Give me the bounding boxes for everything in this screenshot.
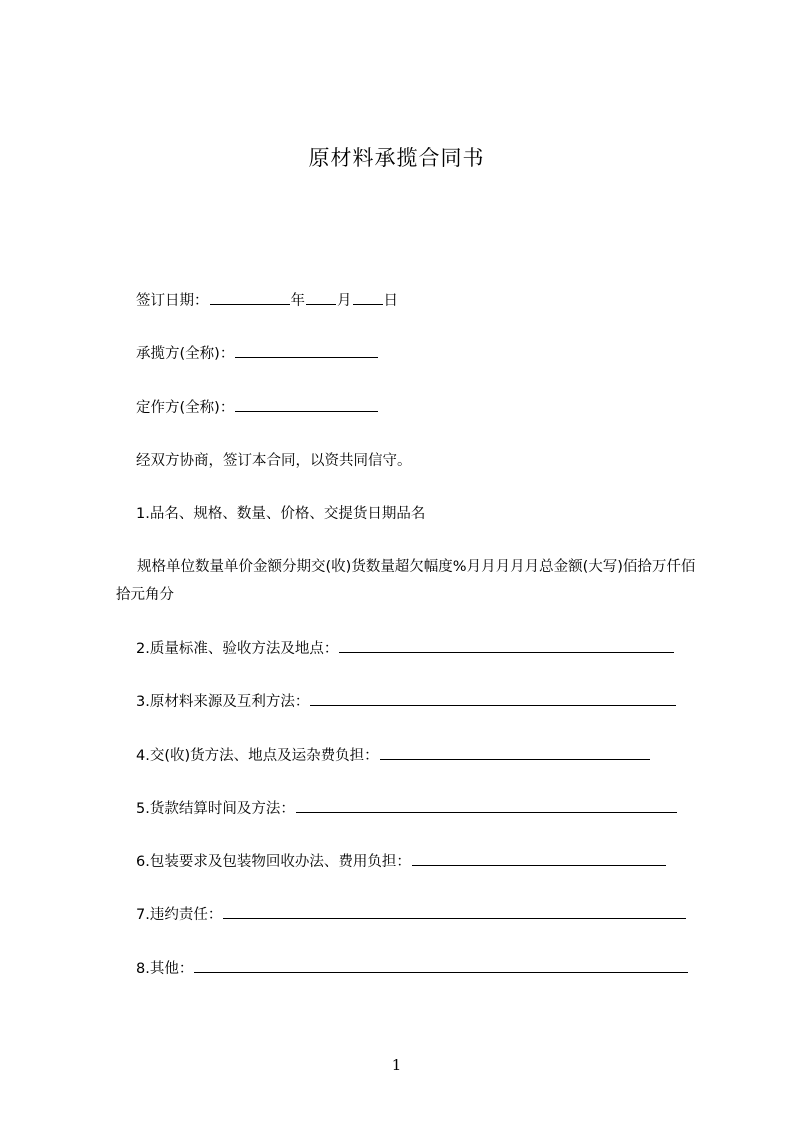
clause-label: 3.原材料来源及互利方法： <box>136 694 310 710</box>
orderer-label: 定作方(全称)： <box>136 400 235 416</box>
sign-date-month-unit: 月 <box>337 293 352 309</box>
clause-blank[interactable] <box>310 691 676 706</box>
sign-date-year-unit: 年 <box>290 293 305 309</box>
sign-date-label: 签订日期： <box>136 293 209 309</box>
clause-line <box>136 958 689 979</box>
clause-label: 8.其他： <box>136 961 194 977</box>
clause-line <box>136 638 675 659</box>
sign-date-year-blank[interactable] <box>210 290 290 305</box>
clause-label: 7.违约责任： <box>136 907 223 923</box>
sign-date-line <box>136 290 398 311</box>
page-number: 1 <box>391 1056 402 1074</box>
clause-blank[interactable] <box>194 958 688 973</box>
clause-blank[interactable] <box>380 745 650 760</box>
preamble-text: 经双方协商，签订本合同，以资共同信守。 <box>136 453 412 469</box>
sign-date-day-blank[interactable] <box>353 290 383 305</box>
document-title: 原材料承揽合同书 <box>308 146 485 170</box>
contractor-label: 承揽方(全称)： <box>136 346 235 362</box>
clause-label: 6.包装要求及包装物回收办法、费用负担： <box>136 854 411 870</box>
sign-date-month-blank[interactable] <box>306 290 336 305</box>
orderer-line <box>136 397 379 418</box>
clause-blank[interactable] <box>412 851 666 866</box>
item1-detail: 规格单位数量单价金额分期交(收)货数量超欠幅度%月月月月月总金额(大写)佰拾万仟佰拾元角分 <box>116 559 696 603</box>
clause-line <box>136 691 677 712</box>
clause-label: 4.交(收)货方法、地点及运杂费负担： <box>136 748 379 764</box>
clause-blank[interactable] <box>223 904 686 919</box>
clause-line <box>136 745 651 766</box>
clause-line <box>136 904 687 925</box>
clause-label: 2.质量标准、验收方法及地点： <box>136 641 339 657</box>
contractor-line <box>136 343 379 364</box>
clause-line <box>136 798 678 819</box>
clause-line <box>136 851 667 872</box>
orderer-blank[interactable] <box>235 397 378 412</box>
sign-date-day-unit: 日 <box>383 293 398 309</box>
clause-label: 5.货款结算时间及方法： <box>136 801 295 817</box>
clause-blank[interactable] <box>339 638 674 653</box>
item1-heading: 1.品名、规格、数量、价格、交提货日期品名 <box>136 506 426 522</box>
contractor-blank[interactable] <box>235 343 378 358</box>
clause-blank[interactable] <box>296 798 677 813</box>
